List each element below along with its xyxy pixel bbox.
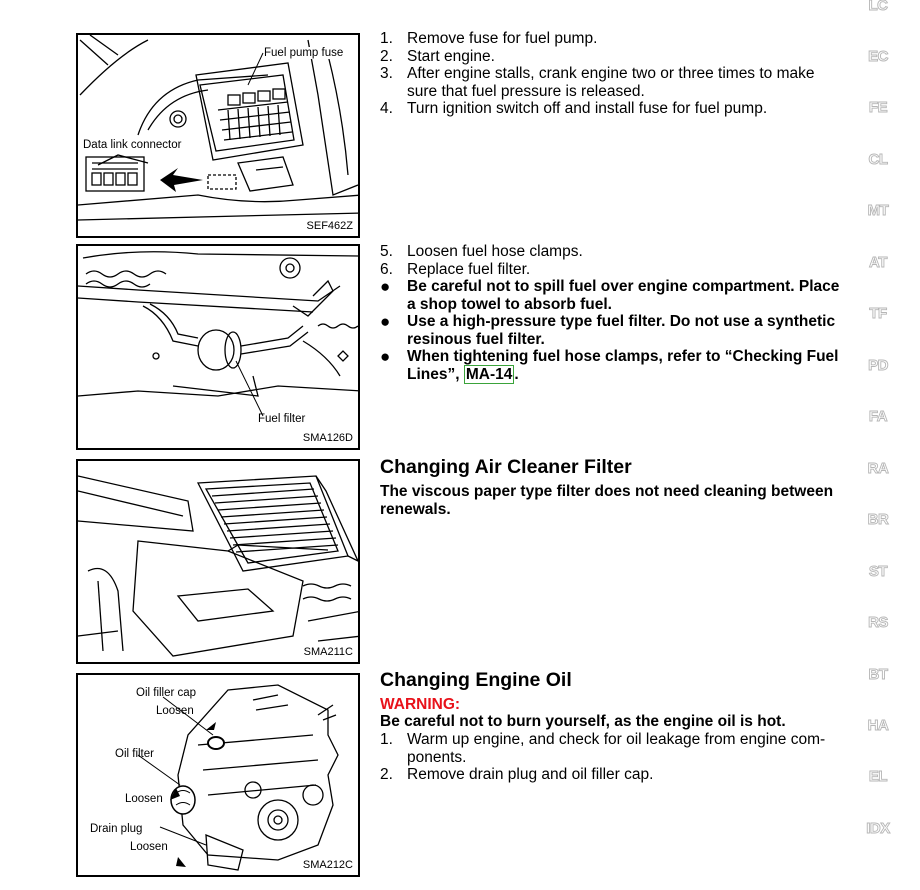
side-tab-ra[interactable]: RA [867,460,889,477]
callout-fuel-pump-fuse: Fuel pump fuse [264,47,344,59]
side-tab-pd[interactable]: PD [868,357,888,374]
air-cleaner-note: The viscous paper type filter does not need cleaning between renewals. [380,483,834,518]
link-ma-14[interactable]: MA-14 [465,365,513,383]
side-tab-lc[interactable]: LC [868,0,888,14]
side-tab-at[interactable]: AT [869,254,887,271]
illustration-air-cleaner [78,461,360,664]
side-tab-ec[interactable]: EC [868,48,888,65]
side-tab-ha[interactable]: HA [867,717,889,734]
side-tab-fa[interactable]: FA [868,408,888,425]
warning-text: Be careful not to burn yourself, as the engine oil is hot. [380,713,786,730]
illustration-fuel-filter [78,246,360,450]
callout-loosen: Loosen [156,705,194,717]
figure-fuel-pump-fuse [76,33,360,238]
callout-loosen: Loosen [125,793,163,805]
warning-label: WARNING: [380,696,461,713]
side-tab-fe[interactable]: FE [868,99,888,116]
section-title-engine-oil: Changing Engine Oil [380,669,572,691]
figure-code: SEF462Z [306,220,353,232]
side-tab-cl[interactable]: CL [868,151,888,168]
section-title-air-cleaner: Changing Air Cleaner Filter [380,456,632,478]
illustration-fuse-box [78,35,360,238]
side-tab-tf[interactable]: TF [869,305,887,322]
side-tab-bt[interactable]: BT [868,666,888,683]
figure-air-cleaner [76,459,360,664]
side-tab-mt[interactable]: MT [867,202,889,219]
side-tab-st[interactable]: ST [868,563,888,580]
callout-fuel-filter: Fuel filter [258,413,306,425]
side-tab-idx[interactable]: IDX [866,820,890,837]
callout-loosen: Loosen [130,841,168,853]
figure-engine-oil [76,673,360,877]
figure-code: SMA211C [303,646,353,658]
fuel-filter-steps: 5. Loosen fuel hose clamps. 6. Replace fuel filter. ● Be careful not to spill fuel over engine compartment. Place a shop towel to absorb fuel. ● Use a high-pressure type fuel filter. Do not use a synthetic resinous fuel filter. ● When tightening fuel hose clamps, refer to “Checking Fuel Lines”, MA-14 . [380,243,840,383]
callout-oil-filter: Oil filter [115,748,154,760]
figure-code: SMA126D [302,432,353,444]
engine-oil-steps: 1. Warm up engine, and check for oil leakage from engine com- ponents. 2. Remove drain plug and oil filler cap. [380,731,826,783]
side-tab-rs[interactable]: RS [868,614,888,631]
figure-code: SMA212C [302,859,353,871]
side-tab-el[interactable]: EL [868,768,888,785]
side-tab-br[interactable]: BR [867,511,889,528]
fuel-pressure-steps: 1. Remove fuse for fuel pump. 2. Start engine. 3. After engine stalls, crank engine two or three times to make sure that fuel pressure is released. 4. Turn ignition switch off and install fuse for fuel pump. [380,30,815,117]
figure-fuel-filter [76,244,360,450]
callout-drain-plug: Drain plug [90,823,143,835]
callout-oil-filler-cap: Oil filler cap [136,687,197,699]
illustration-engine [78,675,360,877]
callout-data-link-connector: Data link connector [83,139,182,151]
